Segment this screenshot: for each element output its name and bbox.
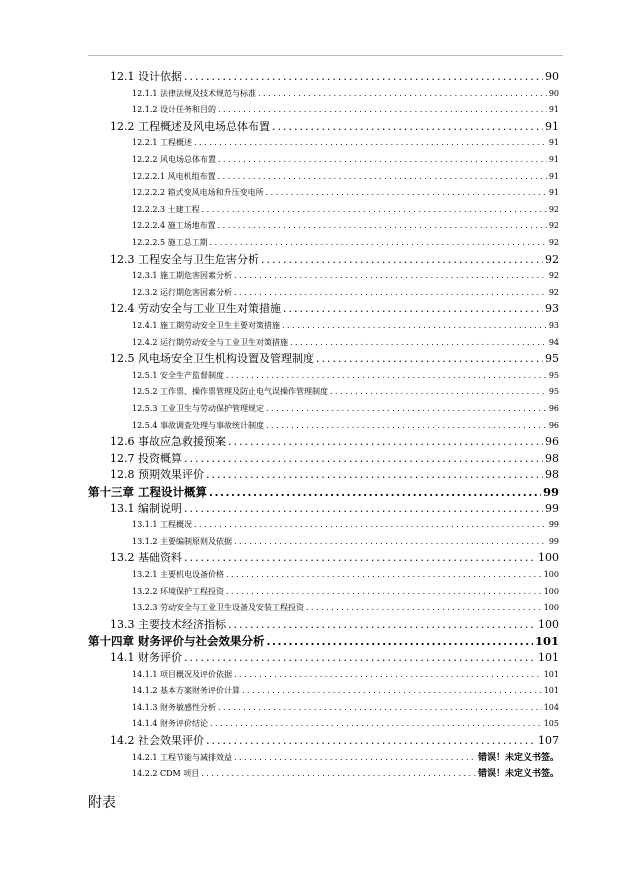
toc-entry-page: 91	[548, 171, 559, 181]
toc-entry-page: 92	[548, 238, 559, 247]
toc-leader-dots	[266, 401, 547, 417]
toc-entry[interactable]	[132, 285, 559, 301]
toc-leader-dots	[266, 418, 547, 434]
toc-leader-dots	[234, 268, 547, 284]
toc-entry-label: 12.5.3 工业卫生与劳动保护管理规定	[132, 404, 264, 413]
toc-entry[interactable]	[132, 700, 559, 716]
toc-leader-dots	[218, 218, 547, 234]
toc-leader-dots	[258, 86, 547, 102]
toc-leader-dots	[330, 384, 547, 400]
toc-entry-page: 100	[538, 551, 559, 565]
toc-entry[interactable]	[110, 451, 559, 467]
toc-entry-label: 12.5.1 安全生产监督制度	[132, 370, 224, 380]
toc-entry-label: 12.1.1 法律法规及技术规范与标准	[132, 88, 256, 98]
toc-entry-page: 98	[545, 451, 559, 465]
toc-entry-page: 105	[543, 719, 559, 729]
toc-entry-page: 90	[548, 88, 559, 98]
toc-entry-page: 93	[548, 321, 559, 330]
toc-entry-label: 13.1 编制说明	[110, 501, 182, 515]
toc-leader-dots	[283, 301, 543, 317]
toc-entry[interactable]	[132, 185, 559, 201]
toc-entry[interactable]	[88, 633, 559, 649]
toc-leader-dots	[206, 467, 543, 483]
toc-entry[interactable]	[132, 218, 559, 234]
toc-entry[interactable]	[132, 418, 559, 434]
toc-entry-page: 99	[545, 501, 559, 515]
toc-leader-dots	[306, 600, 542, 616]
toc-entry[interactable]	[110, 733, 559, 749]
toc-entry-label: 14.1.1 项目概况及评价依据	[132, 669, 232, 679]
toc-leader-dots	[218, 169, 547, 185]
toc-entry-label: 13.2.3 劳动安全与工业卫生设备及安装工程投资	[132, 603, 304, 613]
toc-leader-dots	[226, 368, 547, 384]
toc-leader-dots	[282, 318, 547, 334]
appendix-heading: 附表	[88, 795, 116, 811]
toc-entry-label: 14.1.3 财务敏感性分析	[132, 702, 216, 712]
toc-entry-label: 12.4.2 运行期劳动安全与工业卫生对策措施	[132, 337, 288, 347]
toc-entry-page: 93	[545, 302, 559, 316]
toc-entry-page: 92	[548, 221, 559, 231]
toc-leader-dots	[218, 152, 547, 168]
toc-entry-label: 12.5.2 工作票、操作票管理及防止电气误操作管理制度	[132, 387, 328, 397]
toc-entry-label: 12.4 劳动安全与工业卫生对策措施	[110, 302, 281, 316]
toc-entry[interactable]	[132, 667, 559, 683]
toc-entry-label: 13.2 基础资料	[110, 551, 182, 565]
toc-entry-page: 错误！未定义书签。	[477, 752, 559, 763]
toc-leader-dots	[201, 766, 476, 782]
toc-entry[interactable]	[110, 617, 559, 633]
toc-entry[interactable]	[132, 584, 559, 600]
toc-entry-label: 12.2.2.4 施工场地布置	[132, 221, 216, 231]
toc-entry[interactable]	[132, 401, 559, 417]
toc-entry-page: 101	[538, 651, 559, 664]
toc-entry-page: 91	[548, 138, 559, 148]
toc-entry-page: 100	[538, 617, 559, 631]
toc-entry-label: 12.2.2.5 施工总工期	[132, 238, 208, 247]
toc-entry-page: 94	[548, 337, 559, 347]
toc-entry-page: 91	[548, 155, 559, 164]
toc-entry-page: 91	[548, 105, 559, 115]
toc-entry-page: 98	[545, 468, 559, 482]
toc-entry-page: 100	[543, 603, 559, 613]
toc-entry-label: 14.2.2 CDM 项目	[132, 769, 200, 779]
toc-entry-page: 100	[543, 586, 559, 596]
toc-entry-page: 91	[545, 119, 559, 133]
toc-entry-label: 12.2.2.1 风电机组布置	[132, 171, 216, 181]
toc-leader-dots	[206, 733, 536, 749]
toc-leader-dots	[184, 650, 536, 666]
toc-leader-dots	[226, 584, 542, 600]
toc-entry[interactable]	[110, 69, 559, 85]
toc-entry-label: 12.2.2.3 土建工程	[132, 204, 200, 214]
toc-leader-dots	[261, 252, 543, 268]
toc-leader-dots	[234, 750, 476, 766]
toc-leader-dots	[228, 434, 543, 450]
toc-entry[interactable]	[132, 202, 559, 218]
toc-leader-dots	[228, 617, 536, 633]
toc-entry-label: 13.1.2 主要编制原则及依据	[132, 536, 232, 546]
toc-entry-page: 95	[548, 370, 559, 380]
toc-entry-label: 12.2.2.2 箱式变风电场和升压变电所	[132, 188, 264, 198]
toc-entry-label: 14.1.2 基本方案财务评价计算	[132, 686, 240, 696]
toc-entry-label: 14.2.1 工程节能与减排效益	[132, 752, 232, 762]
toc-leader-dots	[242, 683, 542, 699]
toc-entry-page: 92	[548, 271, 559, 281]
toc-entry-label: 12.2 工程概述及风电场总体布置	[110, 119, 270, 133]
toc-entry[interactable]	[110, 467, 559, 483]
toc-entry-page: 92	[548, 287, 559, 297]
toc-entry[interactable]	[132, 716, 559, 732]
toc-entry-label: 第十四章 财务评价与社会效果分析	[88, 634, 265, 649]
toc-entry[interactable]	[132, 600, 559, 616]
toc-entry[interactable]	[110, 650, 559, 666]
toc-entry[interactable]	[132, 384, 559, 400]
toc-entry-label: 12.5.4 事故调查处理与事故统计制度	[132, 420, 264, 430]
toc-leader-dots	[184, 550, 536, 566]
toc-entry-page: 99	[548, 536, 559, 546]
toc-leader-dots	[194, 517, 547, 533]
toc-entry-page: 96	[548, 420, 559, 430]
toc-entry[interactable]	[132, 318, 559, 334]
toc-leader-dots	[184, 501, 543, 517]
toc-entry[interactable]	[132, 517, 559, 533]
toc-entry[interactable]	[132, 683, 559, 699]
toc-leader-dots	[234, 285, 547, 301]
toc-leader-dots	[266, 185, 547, 201]
toc-entry[interactable]	[132, 235, 559, 251]
toc-leader-dots	[209, 484, 541, 500]
toc-entry[interactable]	[110, 301, 559, 317]
toc-entry-label: 12.2.1 工程概述	[132, 138, 192, 148]
toc-entry-label: 13.3 主要技术经济指标	[110, 617, 226, 631]
toc-entry-page: 92	[545, 252, 559, 266]
toc-entry-label: 12.8 预期效果评价	[110, 468, 204, 482]
toc-entry-label: 14.2 社会效果评价	[110, 734, 204, 747]
toc-entry-label: 13.1.1 工程概况	[132, 520, 192, 530]
toc-entry-label: 12.3.1 施工期危害因素分析	[132, 271, 232, 281]
toc-entry[interactable]	[132, 135, 559, 151]
toc-entry-label: 12.6 事故应急救援预案	[110, 435, 226, 449]
toc-leader-dots	[210, 716, 542, 732]
toc-leader-dots	[202, 202, 547, 218]
toc-entry[interactable]	[132, 152, 559, 168]
toc-entry-page: 101	[534, 634, 559, 649]
toc-leader-dots	[316, 351, 543, 367]
toc-entry-page: 104	[543, 702, 559, 712]
toc-leader-dots	[234, 534, 547, 550]
toc-entry[interactable]	[110, 119, 559, 135]
toc-entry-page: 96	[548, 404, 559, 413]
toc-entry[interactable]	[88, 484, 559, 500]
toc-entry-label: 12.2.2 风电场总体布置	[132, 155, 216, 164]
header-rule	[88, 55, 563, 56]
toc-entry-label: 14.1 财务评价	[110, 651, 182, 664]
toc-entry-page: 99	[542, 485, 559, 499]
toc-entry[interactable]	[132, 368, 559, 384]
toc-entry[interactable]	[132, 268, 559, 284]
toc-entry-page: 91	[548, 188, 559, 198]
toc-entry-page: 95	[545, 352, 559, 366]
toc-entry-label: 12.5 风电场安全卫生机构设置及管理制度	[110, 352, 314, 366]
toc-leader-dots	[272, 119, 543, 135]
toc-leader-dots	[210, 235, 547, 251]
toc-entry-label: 12.7 投资概算	[110, 451, 182, 465]
toc-entry-page: 107	[538, 734, 559, 747]
toc-entry[interactable]	[132, 169, 559, 185]
toc-entry-label: 14.1.4 财务评价结论	[132, 719, 208, 729]
toc-entry[interactable]	[132, 86, 559, 102]
toc-entry[interactable]	[132, 335, 559, 351]
toc-entry[interactable]	[132, 766, 559, 782]
toc-leader-dots	[218, 700, 542, 716]
toc-entry[interactable]	[110, 550, 559, 566]
toc-entry[interactable]	[132, 750, 559, 766]
toc-entry-label: 12.4.1 施工期劳动安全卫生主要对策措施	[132, 321, 280, 330]
toc-entry-label: 12.1.2 设计任务和目的	[132, 105, 216, 115]
toc-entry-page: 99	[548, 520, 559, 530]
toc-entry[interactable]	[132, 534, 559, 550]
toc-leader-dots	[184, 69, 543, 85]
toc-leader-dots	[226, 567, 542, 583]
toc-leader-dots	[234, 667, 542, 683]
toc-entry[interactable]	[110, 252, 559, 268]
toc-entry-label: 13.2.2 环境保护工程投资	[132, 586, 224, 596]
toc-entry-page: 错误！未定义书签。	[477, 769, 559, 780]
toc-entry-label: 12.3.2 运行期危害因素分析	[132, 287, 232, 297]
toc-entry[interactable]	[132, 102, 559, 118]
toc-entry[interactable]	[110, 501, 559, 517]
toc-entry-page: 90	[545, 70, 559, 83]
toc-leader-dots	[184, 451, 543, 467]
toc-entry-label: 12.3 工程安全与卫生危害分析	[110, 252, 259, 266]
toc-entry-label: 12.1 设计依据	[110, 70, 182, 83]
toc-entry-page: 101	[543, 669, 559, 679]
toc-leader-dots	[194, 135, 547, 151]
toc-entry-page: 101	[543, 686, 559, 696]
toc-entry-page: 95	[548, 387, 559, 397]
toc-entry-page: 100	[543, 570, 559, 579]
toc-entry-page: 92	[548, 204, 559, 214]
toc-entry[interactable]	[110, 434, 559, 450]
toc-entry[interactable]	[132, 567, 559, 583]
toc-leader-dots	[267, 633, 533, 649]
toc-entry-page: 96	[545, 435, 559, 449]
toc-leader-dots	[290, 335, 547, 351]
toc-entry[interactable]	[110, 351, 559, 367]
toc-leader-dots	[218, 102, 547, 118]
toc-entry-label: 13.2.1 主要机电设备价格	[132, 570, 224, 579]
toc-entry-label: 第十三章 工程设计概算	[88, 485, 208, 499]
